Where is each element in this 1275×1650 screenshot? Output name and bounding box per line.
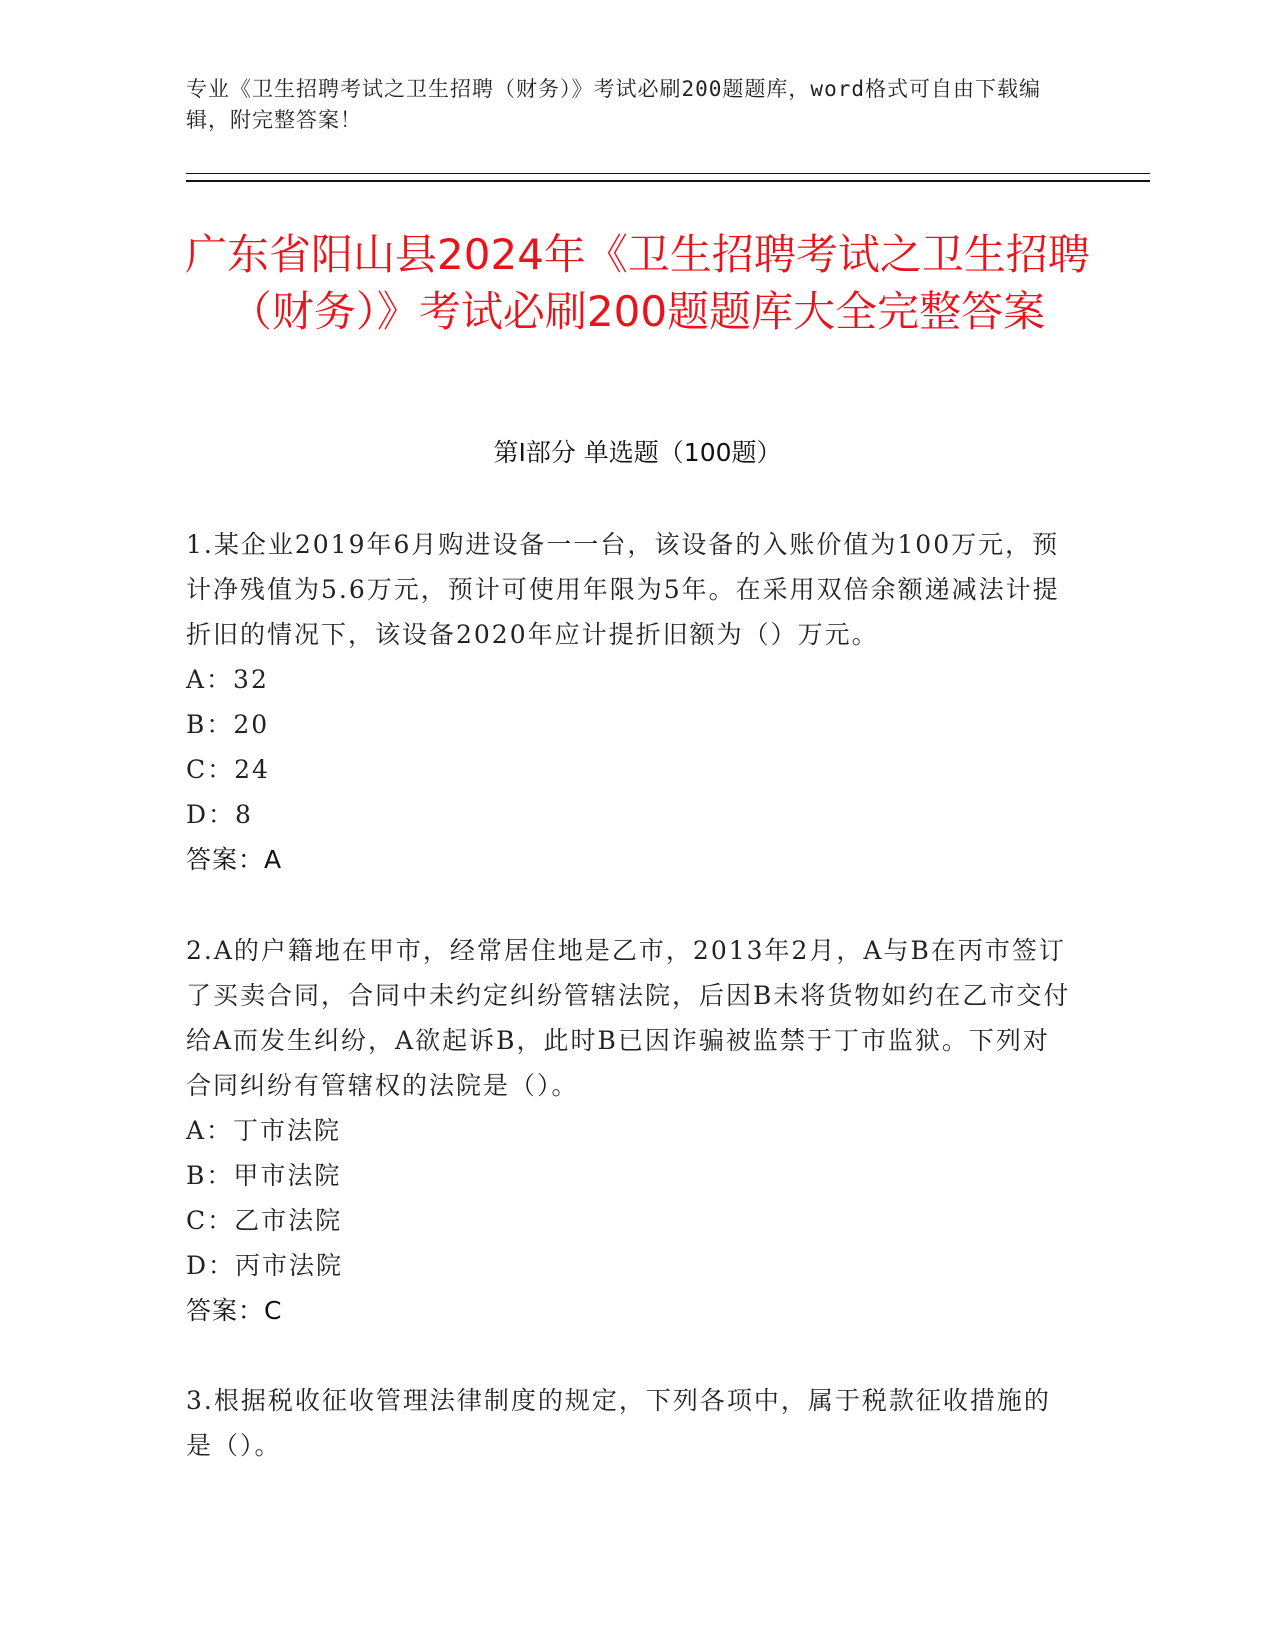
option-d: D：丙市法院	[186, 1251, 344, 1280]
option-d: D：8	[186, 800, 253, 829]
question-1	[186, 522, 1076, 882]
option-b: B：甲市法院	[186, 1161, 342, 1190]
option-a: A：丁市法院	[186, 1116, 342, 1145]
question-stem: 2.A的户籍地在甲市，经常居住地是乙市，2013年2月，A与B在丙市签订了买卖合同，合同中未约定纠纷管辖法院，后因B未将货物如约在乙市交付给A而发生纠纷，A欲起诉B，此时B已因诈骗被监禁于丁市监狱。下列对合同纠纷有管辖权的法院是（）。	[186, 936, 1071, 1100]
document-title: 广东省阳山县2024年《卫生招聘考试之卫生招聘（财务）》考试必刷200题题库大全完整答案	[185, 230, 1090, 336]
section-heading: 第I部分 单选题（100题）	[493, 438, 782, 467]
question-stem: 1.某企业2019年6月购进设备一一台，该设备的入账价值为100万元，预计净残值为5.6万元，预计可使用年限为5年。在采用双倍余额递减法计提折旧的情况下，该设备2020年应计提折旧额为（）万元。	[186, 530, 1060, 649]
header-divider-thin	[186, 173, 1150, 174]
answer-line: 答案：C	[186, 1296, 283, 1325]
question-2	[186, 928, 1076, 1333]
header-divider-thick	[186, 180, 1150, 182]
answer-line: 答案：A	[186, 845, 283, 874]
option-b: B：20	[186, 710, 270, 739]
question-stem: 3.根据税收征收管理法律制度的规定，下列各项中，属于税款征收措施的是（）。	[186, 1386, 1051, 1460]
question-3	[186, 1378, 1076, 1468]
option-c: C：24	[186, 755, 270, 784]
option-c: C：乙市法院	[186, 1206, 343, 1235]
header-note: 专业《卫生招聘考试之卫生招聘（财务）》考试必刷200题题库，word格式可自由下载编辑，附完整答案！	[186, 77, 1041, 132]
option-a: A：32	[186, 665, 269, 694]
